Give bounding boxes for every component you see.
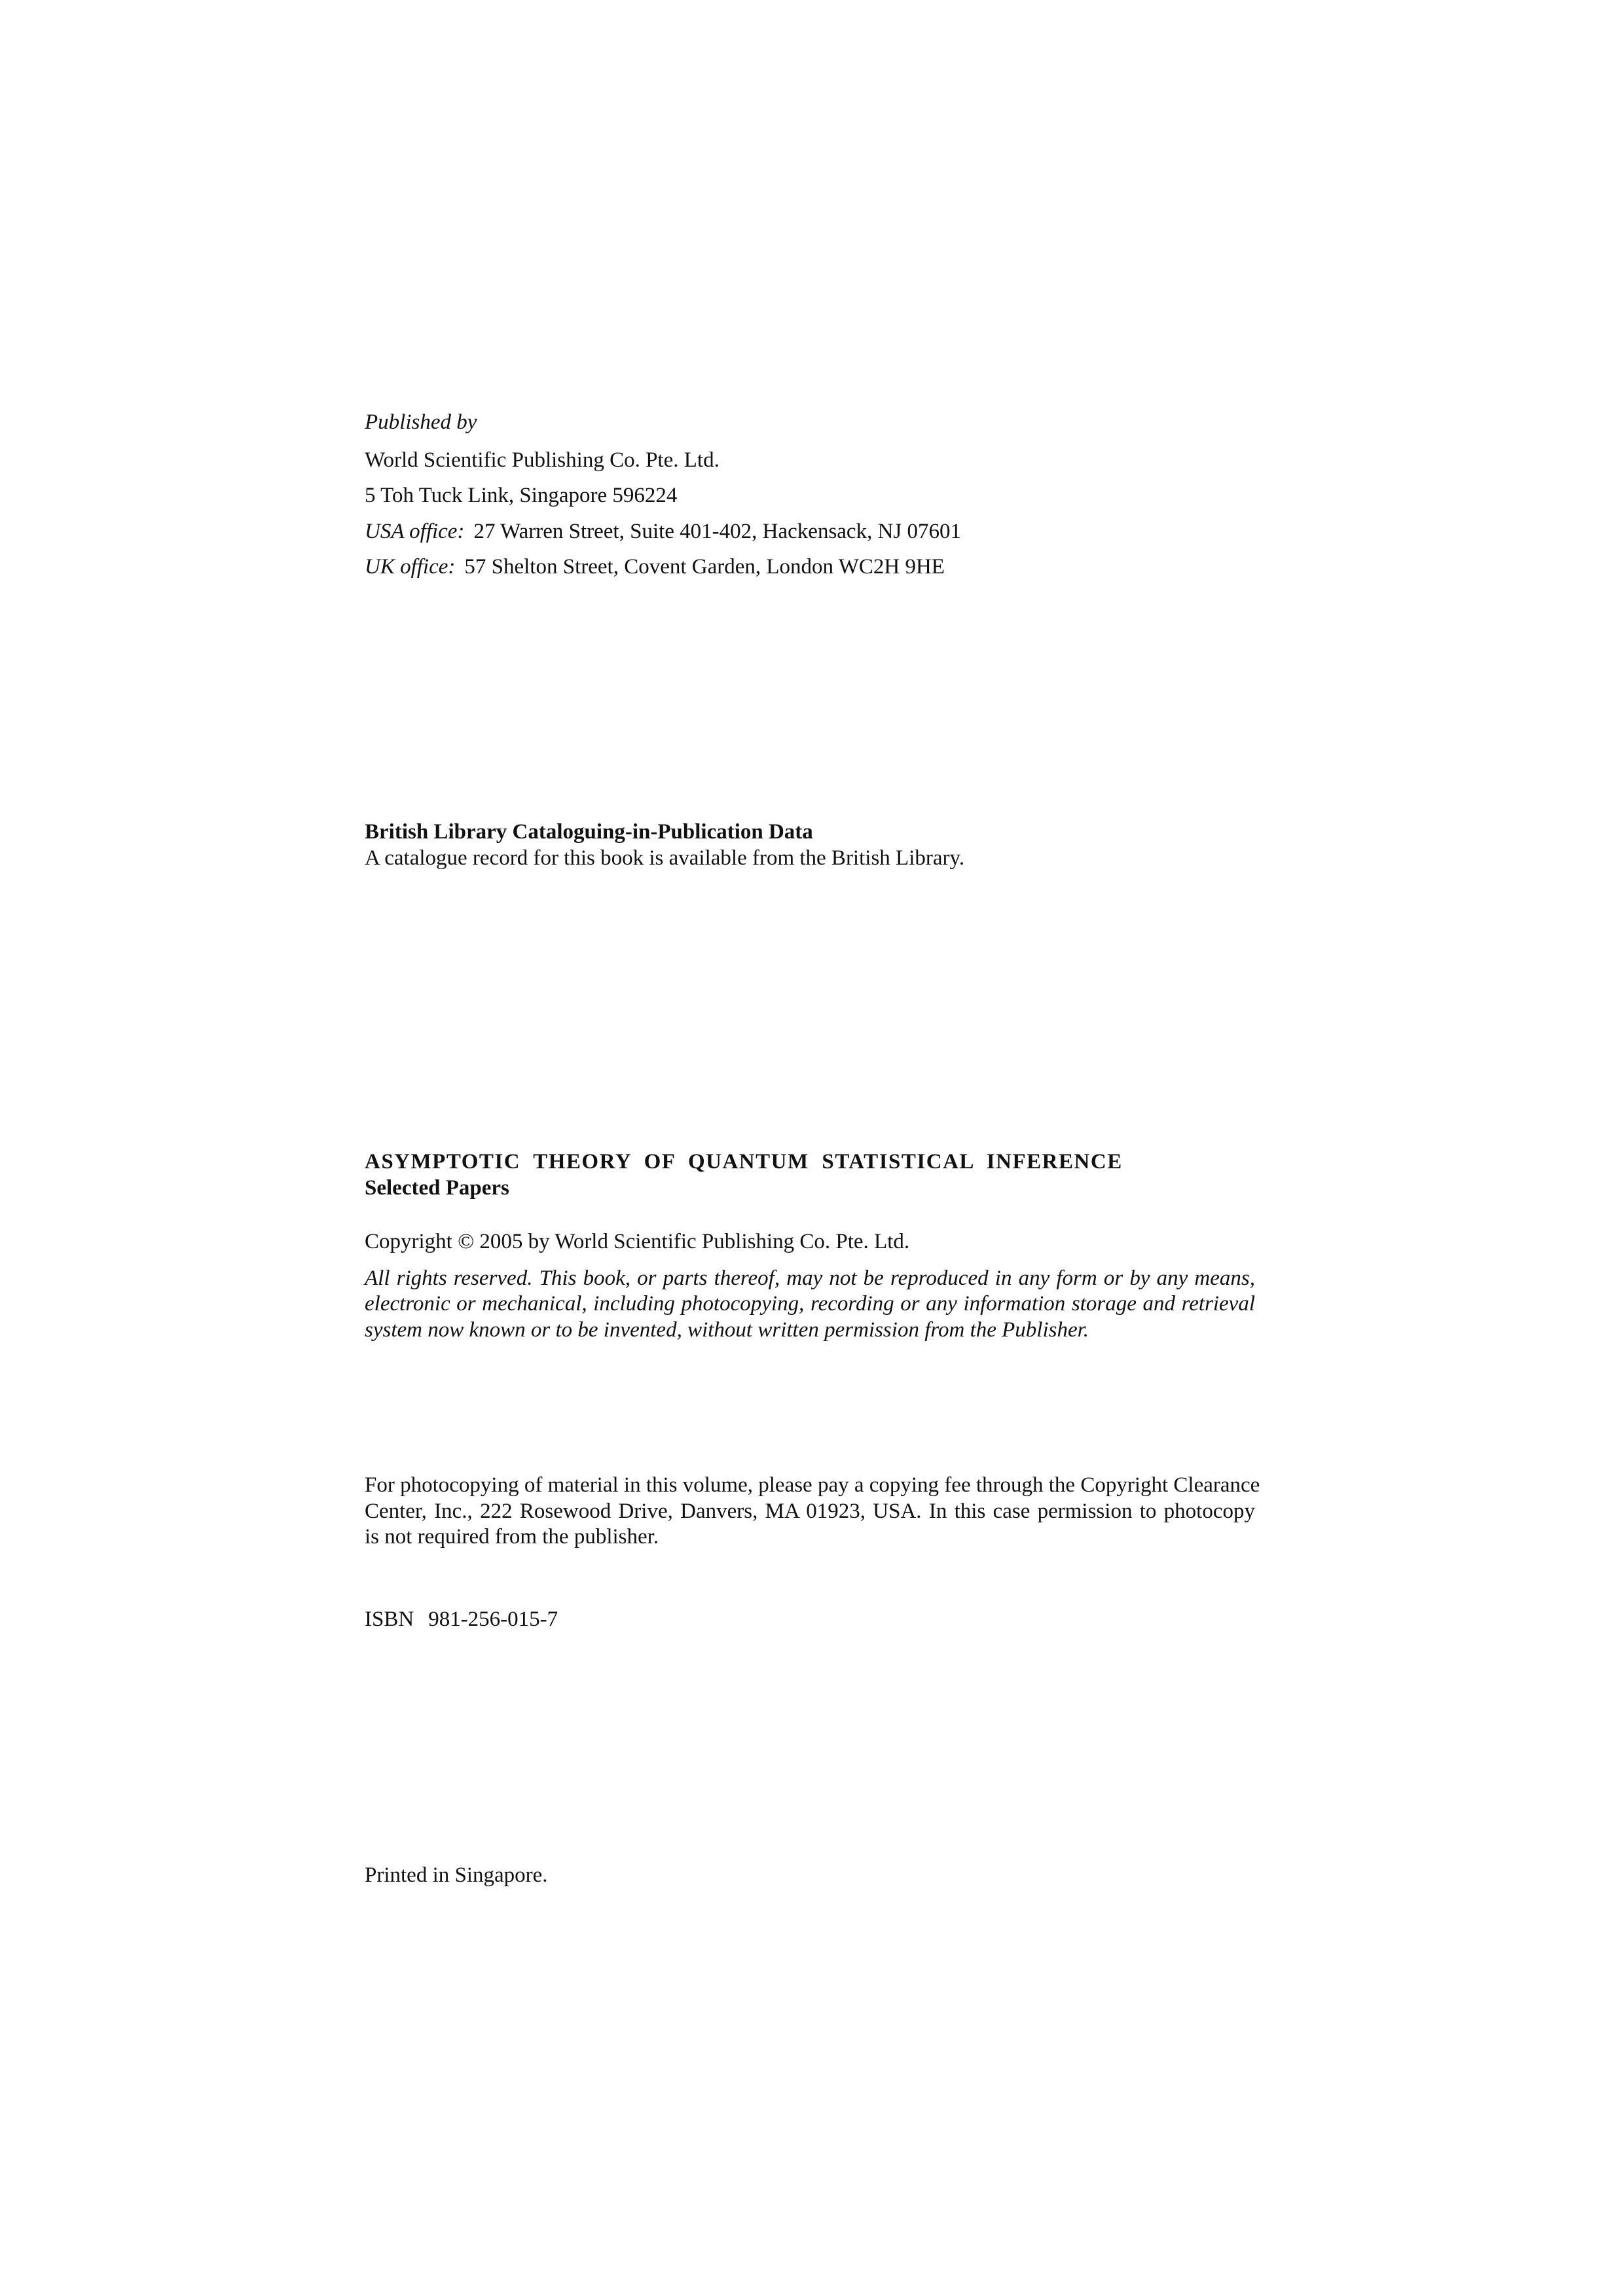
- uk-office-address: 57 Shelton Street, Covent Garden, London WC2H 9HE: [464, 555, 945, 579]
- publisher-section: [365, 410, 1255, 590]
- book-title-section: [365, 1149, 1255, 1201]
- isbn-line: [365, 1607, 1255, 1633]
- copyright-section: [365, 1229, 1255, 1343]
- book-title: ASYMPTOTIC THEORY OF QUANTUM STATISTICAL INFERENCE: [365, 1150, 1123, 1174]
- usa-office-address: 27 Warren Street, Suite 401-402, Hackensack, NJ 07601: [473, 519, 961, 543]
- printed-section: [365, 1863, 1255, 1889]
- photocopy-line: Center, Inc., 222 Rosewood Drive, Danvers, MA 01923, USA. In this case permission to photocopy: [365, 1499, 1255, 1523]
- photocopy-section: [365, 1473, 1260, 1551]
- isbn-number: 981-256-015-7: [428, 1607, 558, 1631]
- uk-office-label: UK office:: [365, 555, 456, 579]
- publisher-address: 5 Toh Tuck Link, Singapore 596224: [365, 484, 678, 508]
- published-by-label: Published by: [365, 410, 477, 434]
- copyright-line: Copyright © 2005 by World Scientific Publishing Co. Pte. Ltd.: [365, 1230, 910, 1253]
- cip-section: [365, 819, 1255, 871]
- publisher-details: [365, 448, 1255, 581]
- rights-line: electronic or mechanical, including photocopying, recording or any information storage and retrieval: [365, 1292, 1255, 1316]
- printed-in: Printed in Singapore.: [365, 1863, 548, 1887]
- publisher-name: World Scientific Publishing Co. Pte. Ltd.: [365, 448, 720, 472]
- usa-office-line: [365, 519, 1255, 545]
- isbn-section: [365, 1607, 1255, 1633]
- isbn-label: ISBN: [365, 1607, 414, 1631]
- rights-line: system now known or to be invented, without written permission from the Publisher.: [365, 1318, 1089, 1342]
- photocopy-line: is not required from the publisher.: [365, 1525, 659, 1549]
- usa-office-label: USA office:: [365, 519, 465, 543]
- cip-text: A catalogue record for this book is available from the British Library.: [365, 846, 965, 870]
- rights-line: All rights reserved. This book, or parts thereof, may not be reproduced in any form or by any means,: [365, 1266, 1255, 1290]
- photocopy-line: For photocopying of material in this volume, please pay a copying fee through the Copyright Clearance: [365, 1473, 1260, 1497]
- uk-office-line: [365, 554, 1255, 581]
- book-subtitle: Selected Papers: [365, 1175, 509, 1200]
- cip-heading: British Library Cataloguing-in-Publication Data: [365, 820, 813, 844]
